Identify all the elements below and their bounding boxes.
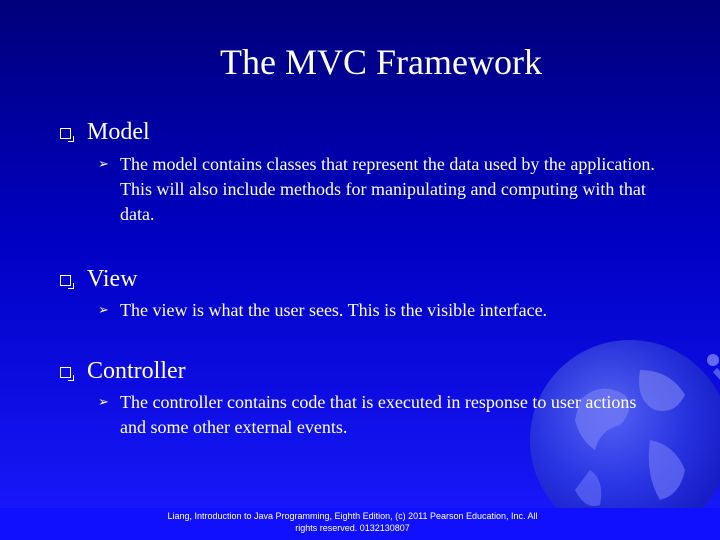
arrow-bullet-icon: ➢ bbox=[98, 157, 109, 172]
footer-line-2: rights reserved. 0132130807 bbox=[295, 523, 410, 533]
sub-item-text: The controller contains code that is executed in response to user actions and some other external events. bbox=[120, 392, 637, 437]
bullet-item-controller bbox=[60, 357, 186, 385]
arrow-bullet-icon: ➢ bbox=[98, 395, 109, 410]
bullet-label: Controller bbox=[87, 358, 186, 384]
footer-line-1: Liang, Introduction to Java Programming, Eighth Edition, (c) 2011 Pearson Education, Inc. All bbox=[167, 511, 538, 521]
sub-item-controller bbox=[98, 390, 658, 440]
square-bullet-icon bbox=[60, 128, 71, 139]
footer-copyright bbox=[140, 510, 565, 534]
sub-item-text: The model contains classes that represent the data used by the application. This will also include methods for manipulating and computing with that data. bbox=[120, 154, 655, 224]
sub-item-model bbox=[98, 152, 658, 227]
arrow-bullet-icon: ➢ bbox=[98, 303, 109, 318]
slide-title: The MVC Framework bbox=[220, 42, 542, 82]
sub-item-view bbox=[98, 298, 658, 323]
bullet-item-model bbox=[60, 118, 150, 146]
square-bullet-icon bbox=[60, 367, 71, 378]
sub-item-text: The view is what the user sees. This is the visible interface. bbox=[120, 300, 548, 320]
bullet-label: Model bbox=[87, 119, 150, 145]
bullet-item-view bbox=[60, 265, 138, 293]
bullet-label: View bbox=[87, 266, 138, 292]
square-bullet-icon bbox=[60, 275, 71, 286]
